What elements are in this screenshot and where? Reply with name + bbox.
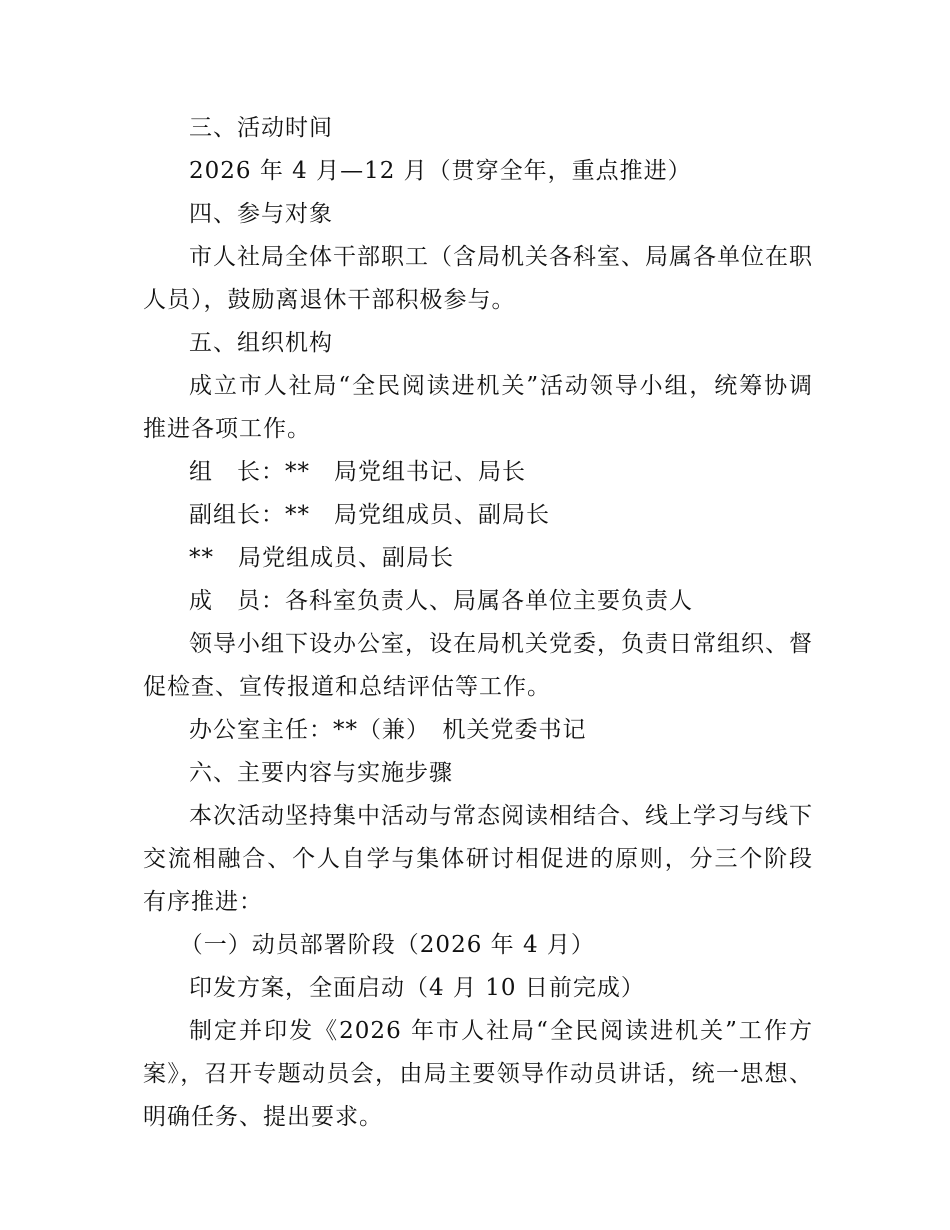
activity-time-text: 2026 年 4 月—12 月（贯穿全年，重点推进） [189, 158, 692, 184]
section-5-heading: 五、组织机构 [189, 330, 333, 356]
stage-1-item-1-paragraph: 制定并印发《2026 年市人社局“全民阅读进机关”工作方案》，召开专题动员会，由局主要领导作动员讲话，统一思想、明确任务、提出要求。 [143, 1018, 813, 1130]
members-line: 成 员：各科室负责人、局属各单位主要负责人 [189, 588, 693, 614]
document-body [143, 107, 813, 1139]
office-setup-paragraph: 领导小组下设办公室，设在局机关党委，负责日常组织、督促检查、宣传报道和总结评估等工作。 [143, 631, 813, 700]
stage-1-heading: （一）动员部署阶段（2026 年 4 月） [179, 932, 595, 958]
organization-intro-paragraph: 成立市人社局“全民阅读进机关”活动领导小组，统筹协调推进各项工作。 [143, 373, 813, 442]
section-6-heading: 六、主要内容与实施步骤 [189, 760, 453, 786]
section-4-heading: 四、参与对象 [189, 201, 333, 227]
office-director-line: 办公室主任：**（兼） 机关党委书记 [189, 717, 587, 743]
implementation-intro-paragraph: 本次活动坚持集中活动与常态阅读相结合、线上学习与线下交流相融合、个人自学与集体研讨相促进的原则，分三个阶段有序推进： [143, 803, 813, 915]
participants-paragraph: 市人社局全体干部职工（含局机关各科室、局属各单位在职人员），鼓励离退休干部积极参与。 [143, 244, 813, 313]
section-3-heading: 三、活动时间 [189, 115, 333, 141]
leader-line: 组 长：** 局党组书记、局长 [189, 459, 526, 485]
stage-1-item-1-heading: 印发方案，全面启动（4 月 10 日前完成） [189, 975, 645, 1001]
vice-leader-line-2: ** 局党组成员、副局长 [189, 545, 454, 571]
vice-leader-line-1: 副组长：** 局党组成员、副局长 [189, 502, 550, 528]
